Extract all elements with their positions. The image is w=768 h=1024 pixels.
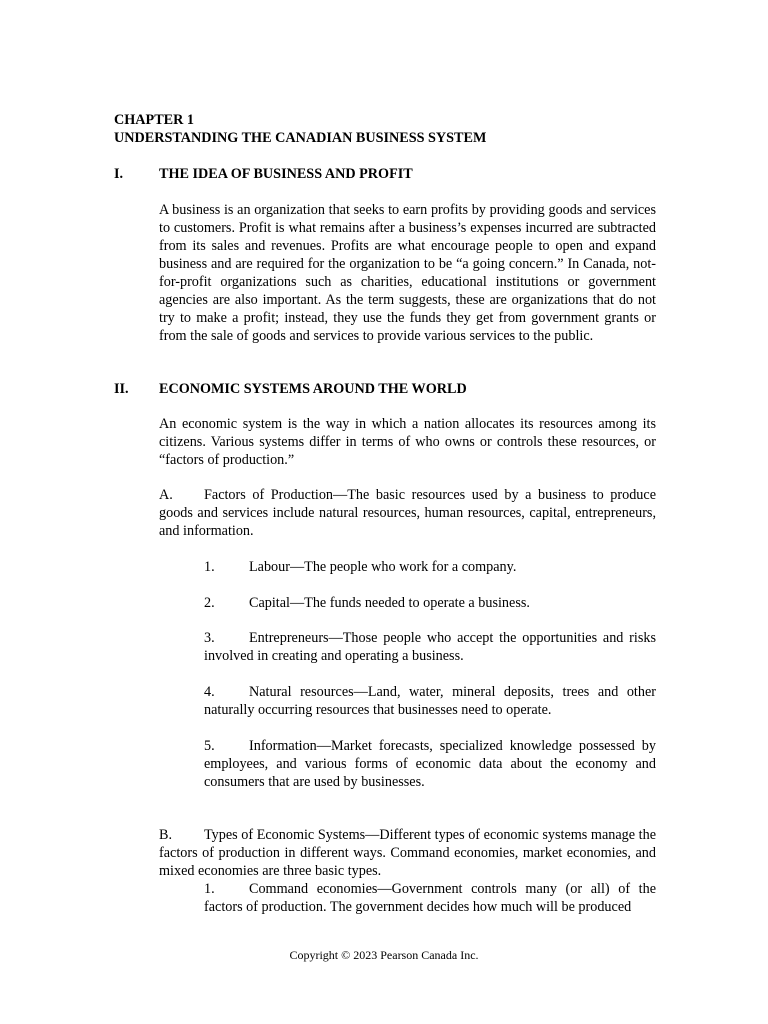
chapter-title: UNDERSTANDING THE CANADIAN BUSINESS SYSTEM	[114, 130, 487, 146]
subsection-text: Factors of Production—The basic resources used by a business to produce goods and services include natural resources, human resources, capital, entrepreneurs, and information.	[159, 487, 656, 539]
subsection-b	[159, 826, 656, 880]
list-item	[204, 737, 656, 791]
list-item	[204, 880, 656, 916]
section-title: ECONOMIC SYSTEMS AROUND THE WORLD	[159, 381, 467, 397]
list-item-number: 5.	[204, 738, 215, 754]
section-numeral: I.	[114, 166, 124, 182]
list-item	[204, 558, 656, 576]
list-item	[204, 629, 656, 665]
section-2-paragraph: An economic system is the way in which a nation allocates its resources among its citizens. Various systems differ in terms of who owns or controls these resources, or “factors of production.”	[159, 416, 656, 468]
list-item-text: Capital—The funds needed to operate a business.	[249, 595, 530, 611]
list-item	[204, 683, 656, 719]
section-heading-2	[114, 380, 656, 398]
list-item-text: Entrepreneurs—Those people who accept the opportunities and risks involved in creating and operating a business.	[204, 630, 656, 664]
list-item-text: Natural resources—Land, water, mineral deposits, trees and other naturally occurring resources that businesses need to operate.	[204, 684, 656, 718]
list-item-number: 4.	[204, 684, 215, 700]
subsection-letter: A.	[159, 487, 173, 503]
list-item-text: Command economies—Government controls many (or all) of the factors of production. The government decides how much will be produced	[204, 881, 656, 915]
section-numeral: II.	[114, 381, 129, 397]
section-1-paragraph: A business is an organization that seeks to earn profits by providing goods and services to customers. Profit is what remains after a business’s expenses incurred are subtracted from its sales and revenues. Profits are what encourage people to open and expand business and are required for the organization to be “a going concern.” In Canada, not-for-profit organizations such as charities, educational institutions or government agencies are also important. As the term suggests, these are organizations that do not try to make a profit; instead, they use the funds they get from government grants or from the sale of goods and services to provide various services to the public.	[159, 202, 656, 344]
section-heading-1	[114, 165, 656, 183]
subsection-text: Types of Economic Systems—Different types of economic systems manage the factors of production in different ways. Command economies, market economies, and mixed economies are three basic types.	[159, 827, 656, 879]
section-title: THE IDEA OF BUSINESS AND PROFIT	[159, 166, 413, 182]
list-item-number: 1.	[204, 559, 215, 575]
subsection-letter: B.	[159, 827, 173, 843]
list-item-number: 2.	[204, 595, 215, 611]
list-item-number: 3.	[204, 630, 215, 646]
list-item-text: Information—Market forecasts, specialized knowledge possessed by employees, and various forms of economic data about the economy and consumers that are used by businesses.	[204, 738, 656, 790]
chapter-heading	[114, 111, 486, 147]
list-item-text: Labour—The people who work for a company.	[249, 559, 517, 575]
subsection-a	[159, 486, 656, 540]
list-item-number: 1.	[204, 881, 215, 897]
page-footer: Copyright © 2023 Pearson Canada Inc.	[289, 948, 479, 962]
list-item	[204, 594, 656, 612]
chapter-number: CHAPTER 1	[114, 112, 195, 128]
